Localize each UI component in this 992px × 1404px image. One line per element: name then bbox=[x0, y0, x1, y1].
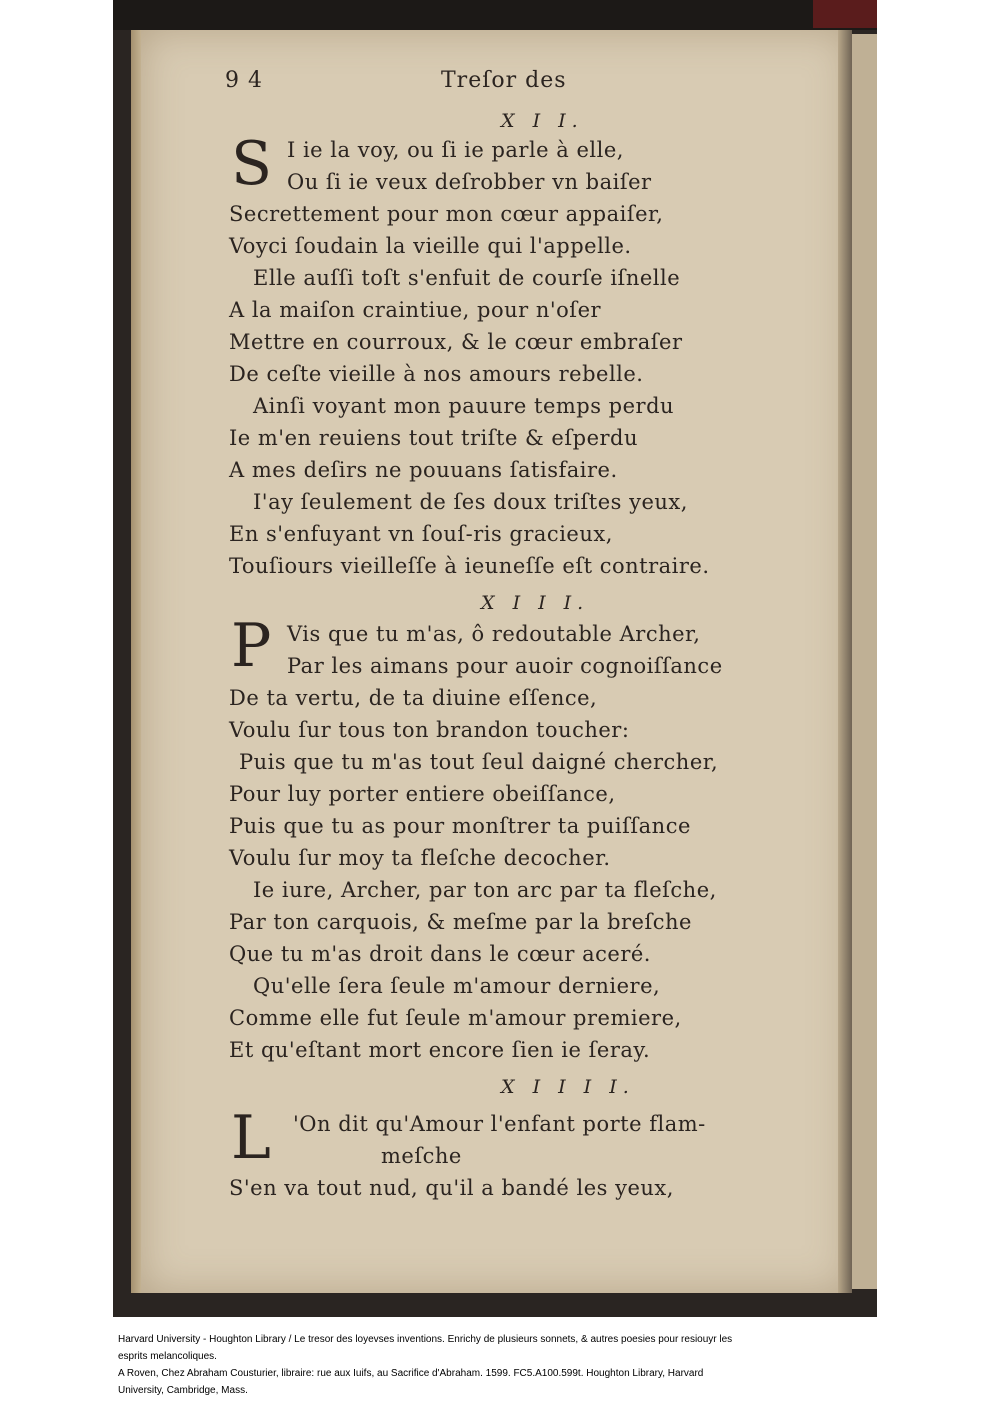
verse-line: De ta vertu, de ta diuine eſſence, bbox=[229, 686, 598, 710]
verse-line: Et qu'eſtant mort encore ſien ie ſeray. bbox=[229, 1038, 651, 1062]
book-cover-edge bbox=[813, 0, 877, 28]
book-page bbox=[141, 30, 849, 1293]
verse-line: Ou ſi ie veux deſrobber vn baiſer bbox=[287, 170, 652, 194]
page-gutter bbox=[838, 30, 852, 1293]
verse-line: I ie la voy, ou ſi ie parle à elle, bbox=[287, 138, 624, 162]
verse-line: Par les aimans pour auoir cognoiſſance bbox=[287, 654, 723, 678]
verse-line: Voyci ſoudain la vieille qui l'appelle. bbox=[229, 234, 632, 258]
verse-line: Vis que tu m'as, ô redoutable Archer, bbox=[287, 622, 701, 646]
verse-line: S'en va tout nud, qu'il a bandé les yeux, bbox=[229, 1176, 674, 1200]
image-credit-caption bbox=[118, 1331, 878, 1399]
verse-line: Pour luy porter entiere obeiſſance, bbox=[229, 782, 616, 806]
verse-line: A mes deſirs ne pouuans ſatisfaire. bbox=[229, 458, 618, 482]
drop-capital: S bbox=[231, 129, 273, 199]
verse-line: Touſiours vieilleſſe à ieuneſſe eſt contraire. bbox=[229, 554, 710, 578]
caption-line: Harvard University - Houghton Library / Le tresor des loyevses inventions. Enrichy de plusieurs sonnets, & autres poesies pour resiouyr les bbox=[118, 1334, 733, 1345]
verse-line: Mettre en courroux, & le cœur embraſer bbox=[229, 330, 683, 354]
running-head: Treſor des bbox=[441, 68, 567, 93]
verse-line: meſche bbox=[381, 1144, 462, 1168]
verse-line: Qu'elle ſera ſeule m'amour derniere, bbox=[253, 974, 661, 998]
verse-line: Ie m'en reuiens tout triſte & eſperdu bbox=[229, 426, 638, 450]
sonnet-number: X I I. bbox=[501, 110, 584, 132]
verse-line: Comme elle fut ſeule m'amour premiere, bbox=[229, 1006, 682, 1030]
verse-line: Puis que tu as pour monſtrer ta puiſſance bbox=[229, 814, 691, 838]
page-folio: 9 4 bbox=[225, 68, 263, 93]
drop-capital: P bbox=[231, 611, 272, 681]
scan-background bbox=[113, 0, 877, 30]
verse-line: Voulu ſur tous ton brandon toucher: bbox=[229, 718, 630, 742]
verse-line: 'On dit qu'Amour l'enfant porte flam- bbox=[293, 1112, 706, 1136]
sonnet-number: X I I I. bbox=[481, 592, 590, 614]
verse-line: A la maiſon craintiue, pour n'oſer bbox=[229, 298, 602, 322]
verse-line: Secrettement pour mon cœur appaiſer, bbox=[229, 202, 664, 226]
caption-line: esprits melancoliques. bbox=[118, 1351, 217, 1362]
verse-line: Elle auſſi toſt s'enfuit de courſe iſnelle bbox=[253, 266, 681, 290]
page-text bbox=[141, 30, 849, 1293]
caption-line: University, Cambridge, Mass. bbox=[118, 1385, 248, 1396]
verse-line: I'ay ſeulement de ſes doux triſtes yeux, bbox=[253, 490, 688, 514]
verse-line: En s'enfuyant vn ſouſ-ris gracieux, bbox=[229, 522, 613, 546]
scanned-page-image bbox=[113, 0, 877, 1317]
verse-line: Ainſi voyant mon pauure temps perdu bbox=[253, 394, 675, 418]
facing-page-edge bbox=[852, 34, 877, 1289]
verse-line: Ie iure, Archer, par ton arc par ta fleſche, bbox=[253, 878, 717, 902]
verse-line: Par ton carquois, & meſme par la breſche bbox=[229, 910, 692, 934]
sonnet-number: X I I I I. bbox=[501, 1076, 635, 1098]
caption-line: A Roven, Chez Abraham Cousturier, libraire: rue aux Iuifs, au Sacrifice d'Abraham. 1599. FC5.A100.599t. Houghton Library, Harvard bbox=[118, 1368, 704, 1379]
verse-line: Que tu m'as droit dans le cœur aceré. bbox=[229, 942, 651, 966]
verse-line: De ceſte vieille à nos amours rebelle. bbox=[229, 362, 644, 386]
verse-line: Voulu ſur moy ta fleſche decocher. bbox=[229, 846, 611, 870]
verse-line: Puis que tu m'as tout ſeul daigné chercher, bbox=[239, 750, 719, 774]
drop-capital: L bbox=[231, 1103, 271, 1173]
